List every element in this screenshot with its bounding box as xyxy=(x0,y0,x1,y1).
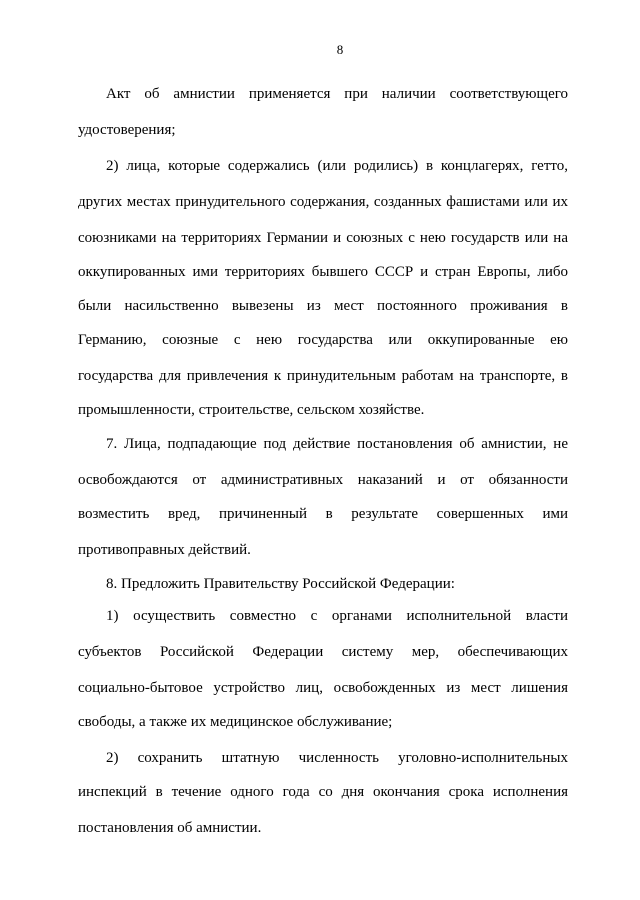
text-line: 2) лица, которые содержались (или родились) в концлагерях, гетто, xyxy=(106,158,568,174)
text-line: субъектов Российской Федерации систему мер, обеспечивающих xyxy=(78,644,568,660)
text-line: инспекций в течение одного года со дня окончания срока исполнения xyxy=(78,784,568,800)
text-line: освобождаются от административных наказаний и от обязанности xyxy=(78,472,568,488)
text-line: других местах принудительного содержания, созданных фашистами или их xyxy=(78,194,568,210)
text-line: удостоверения; xyxy=(78,122,176,138)
text-line: возместить вред, причиненный в результате совершенных ими xyxy=(78,506,568,522)
page-number: 8 xyxy=(336,42,344,57)
text-line: постановления об амнистии. xyxy=(78,820,262,836)
text-line: оккупированных ими территориях бывшего СССР и стран Европы, либо xyxy=(78,264,568,280)
text-line: 2) сохранить штатную численность уголовно-исполнительных xyxy=(106,750,568,766)
text-line: противоправных действий. xyxy=(78,542,251,558)
text-line: 1) осуществить совместно с органами исполнительной власти xyxy=(106,608,568,624)
text-line: государства для привлечения к принудительным работам на транспорте, в xyxy=(78,368,568,384)
text-line: промышленности, строительстве, сельском хозяйстве. xyxy=(78,402,425,418)
text-line: 7. Лица, подпадающие под действие постановления об амнистии, не xyxy=(106,436,568,452)
text-line: 8. Предложить Правительству Российской Федерации: xyxy=(106,576,455,592)
text-line: союзниками на территориях Германии и союзных с нею государств или на xyxy=(78,230,568,246)
text-line: Акт об амнистии применяется при наличии соответствующего xyxy=(106,86,568,102)
text-line: социально-бытовое устройство лиц, освобожденных из мест лишения xyxy=(78,680,568,696)
text-line: Германию, союзные с нею государства или оккупированные ею xyxy=(78,332,568,348)
text-line: были насильственно вывезены из мест постоянного проживания в xyxy=(78,298,568,314)
text-line: свободы, а также их медицинское обслуживание; xyxy=(78,714,393,730)
